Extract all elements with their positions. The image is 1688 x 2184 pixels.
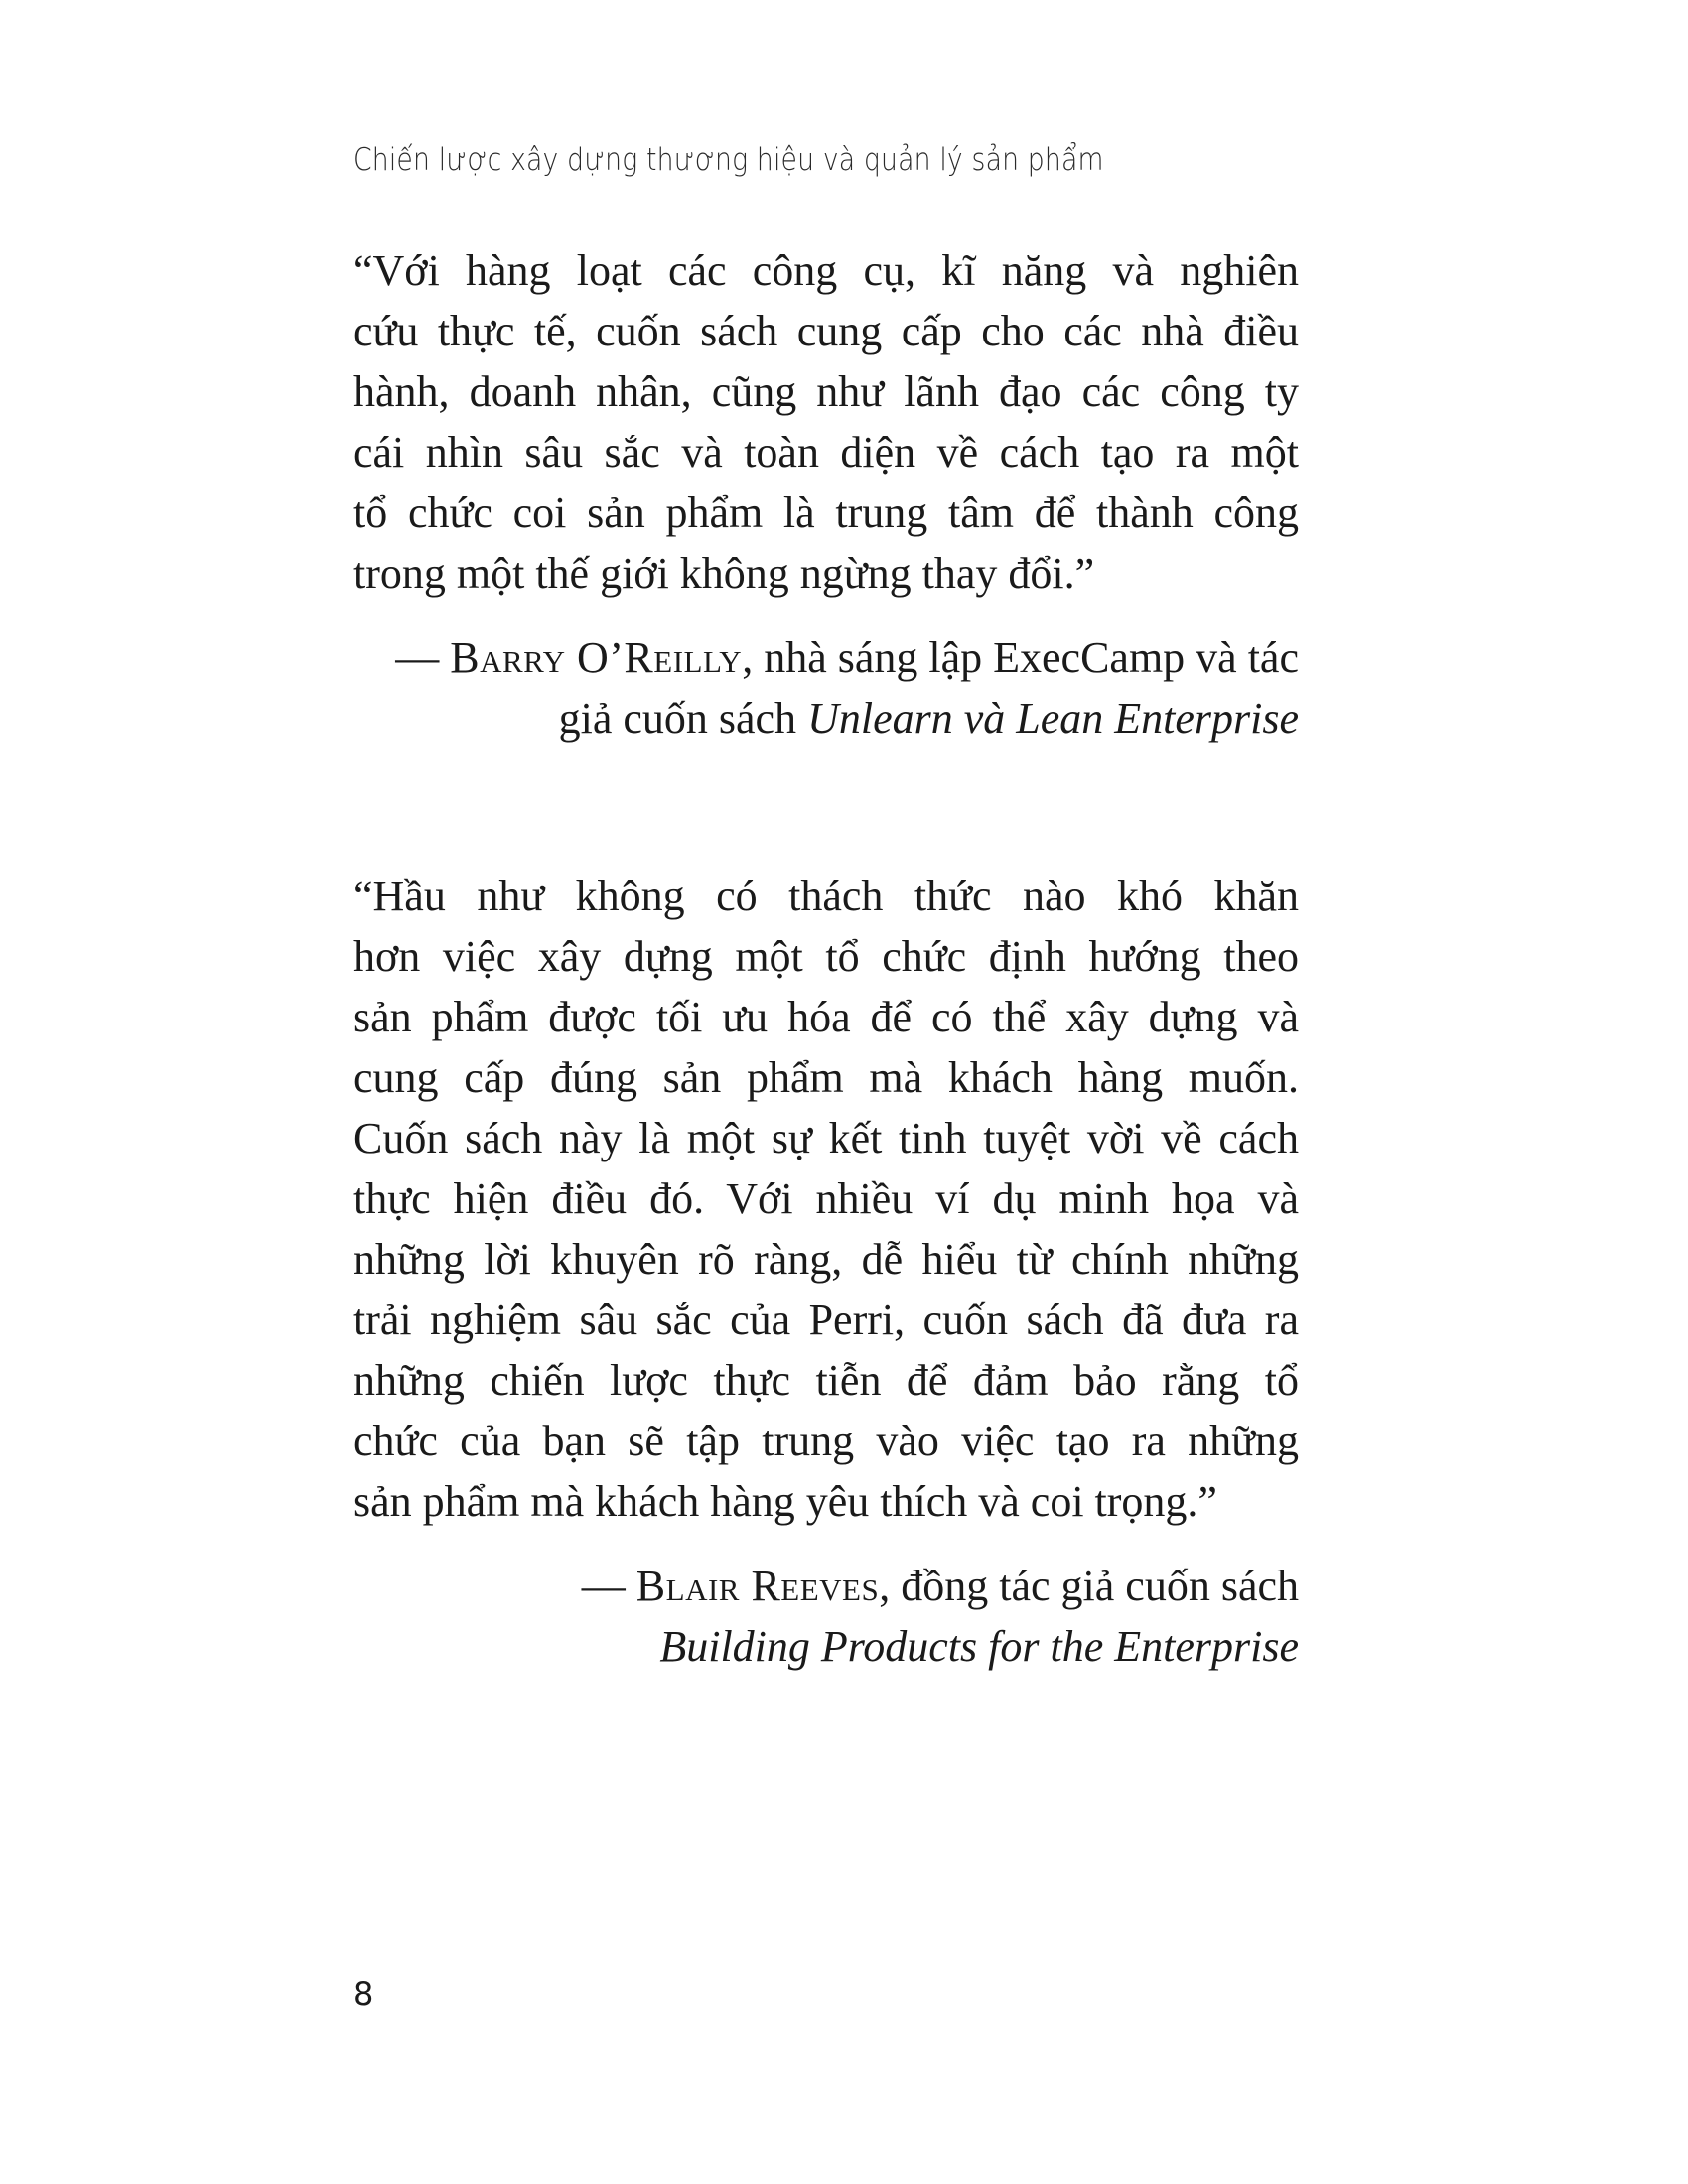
quote-2-line-4: cung cấp đúng sản phẩm mà khách hàng muốn. (353, 1053, 1299, 1102)
quote-2-line-11: sản phẩm mà khách hàng yêu thích và coi trọng.” (353, 1477, 1217, 1526)
quote-2-attribution-line-2 (353, 1616, 1299, 1677)
quote-2-line-7: những lời khuyên rõ ràng, dễ hiểu từ chính những (353, 1235, 1299, 1284)
quote-1-line-2: cứu thực tế, cuốn sách cung cấp cho các nhà điều (353, 307, 1299, 355)
quote-1-line-3: hành, doanh nhân, cũng như lãnh đạo các công ty (353, 367, 1299, 416)
quote-1-attribution-line-2 (353, 688, 1299, 749)
quote-1-attribution-line-1 (353, 627, 1299, 688)
quote-2-line-3: sản phẩm được tối ưu hóa để có thể xây dựng và (353, 993, 1299, 1041)
quote-2-line-8: trải nghiệm sâu sắc của Perri, cuốn sách đã đưa ra (353, 1296, 1299, 1344)
running-head: Chiến lược xây dựng thương hiệu và quản lý sản phẩm (353, 142, 1104, 178)
attribution-author: Blair Reeves (635, 1562, 880, 1610)
quote-1-line-1: “Với hàng loạt các công cụ, kĩ năng và nghiên (353, 246, 1299, 295)
quote-1 (353, 240, 1299, 749)
quote-1-line-4: cái nhìn sâu sắc và toàn diện về cách tạo ra một (353, 428, 1299, 477)
attribution-book-title: Unlearn và Lean Enterprise (807, 694, 1299, 743)
quote-1-line-6: trong một thế giới không ngừng thay đổi.” (353, 549, 1095, 598)
attribution-prefix: giả cuốn sách (558, 694, 808, 743)
attribution-role: , đồng tác giả cuốn sách (879, 1562, 1299, 1610)
quote-2-attribution (353, 1556, 1299, 1677)
attribution-role: , nhà sáng lập ExecCamp và tác (742, 633, 1299, 682)
quote-2-line-9: những chiến lược thực tiễn để đảm bảo rằng tổ (353, 1356, 1299, 1405)
quote-2-line-2: hơn việc xây dựng một tổ chức định hướng theo (353, 932, 1299, 981)
attribution-dash: — (395, 633, 451, 682)
quote-1-attribution (353, 627, 1299, 749)
quote-2-line-10: chức của bạn sẽ tập trung vào việc tạo ra những (353, 1417, 1299, 1465)
quote-1-line-5: tổ chức coi sản phẩm là trung tâm để thành công (353, 488, 1299, 537)
attribution-book-title: Building Products for the Enterprise (659, 1622, 1299, 1671)
quote-2-line-1: “Hầu như không có thách thức nào khó khăn (353, 872, 1299, 920)
quote-2-line-5: Cuốn sách này là một sự kết tinh tuyệt vời về cách (353, 1114, 1299, 1162)
quote-2 (353, 866, 1299, 1677)
quote-2-attribution-line-1 (353, 1556, 1299, 1616)
attribution-author: Barry O’Reilly (450, 633, 743, 682)
quote-2-line-6: thực hiện điều đó. Với nhiều ví dụ minh họa và (353, 1174, 1299, 1223)
page-number: 8 (353, 1976, 374, 2013)
attribution-dash: — (581, 1562, 636, 1610)
